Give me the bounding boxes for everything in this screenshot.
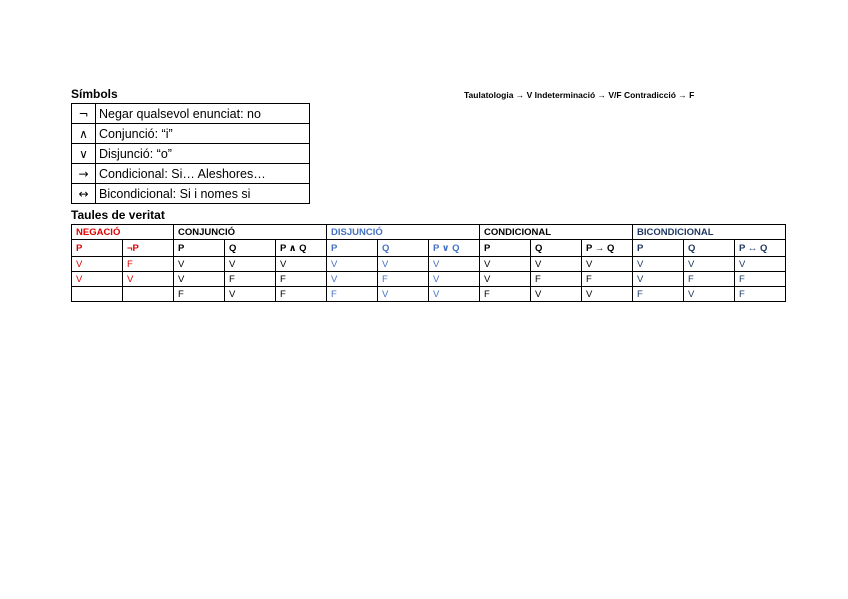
truth-tables-heading: Taules de veritat [71,208,165,222]
disjuncio-title: DISJUNCIÓ [327,225,480,240]
symbol-row [72,104,310,124]
truth-row [72,272,786,287]
bicondicional-cell: F [735,272,786,287]
negacio-cell: F [123,257,174,272]
condicional-cell: V [480,272,531,287]
disjuncio-cell: V [429,257,480,272]
disjuncio-cell: V [378,257,429,272]
bicondicional-cell: V [633,272,684,287]
conjuncio-cell: F [276,272,327,287]
condicional-header: Q [531,240,582,257]
conjuncio-cell: F [225,272,276,287]
conjuncio-title: CONJUNCIÓ [174,225,327,240]
bicondicional-cell: V [735,257,786,272]
bicondicional-cell: F [735,287,786,302]
condicional-cell: F [480,287,531,302]
bicondicional-cell: V [684,257,735,272]
negacio-cell: V [72,272,123,287]
conjuncio-cell: F [174,287,225,302]
condicional-cell: F [582,272,633,287]
section-title-row [72,225,786,240]
conditional-description: Condicional: Si… Aleshores… [96,164,310,184]
bicondicional-cell: V [684,287,735,302]
symbols-heading: Símbols [71,87,118,101]
negacio-cell [72,287,123,302]
bicondicional-header: P [633,240,684,257]
disjuncio-cell: V [327,272,378,287]
conjuncio-cell: V [174,257,225,272]
disjuncio-cell: V [429,287,480,302]
conjuncio-cell: V [174,272,225,287]
disjuncio-header: P [327,240,378,257]
bicondicional-header: P ↔ Q [735,240,786,257]
condicional-header: P [480,240,531,257]
conjuncio-cell: V [276,257,327,272]
negacio-cell: V [123,272,174,287]
disjunction-symbol: ∨ [72,144,96,164]
condicional-cell: V [531,287,582,302]
conjuncio-header: P [174,240,225,257]
truth-row [72,287,786,302]
symbol-row [72,124,310,144]
disjuncio-header: Q [378,240,429,257]
bicondicional-header: Q [684,240,735,257]
conjuncio-cell: F [276,287,327,302]
disjunction-description: Disjunció: “o” [96,144,310,164]
condicional-title: CONDICIONAL [480,225,633,240]
disjuncio-cell: F [327,287,378,302]
disjuncio-cell: V [429,272,480,287]
disjuncio-cell: F [378,272,429,287]
condicional-cell: V [531,257,582,272]
bicondicional-cell: F [684,272,735,287]
negacio-header: ¬P [123,240,174,257]
tautology-summary: Taulatologia → V Indeterminació → V/F Contradicció → F [464,90,695,100]
condicional-cell: V [480,257,531,272]
condicional-cell: V [582,287,633,302]
biconditional-description: Bicondicional: Si i nomes si [96,184,310,204]
negacio-title: NEGACIÓ [72,225,174,240]
disjuncio-header: P ∨ Q [429,240,480,257]
symbol-row [72,184,310,204]
biconditional-symbol: ↔ [72,184,96,204]
symbols-table [71,103,310,204]
disjuncio-cell: V [327,257,378,272]
column-header-row [72,240,786,257]
conjuncio-header: Q [225,240,276,257]
disjuncio-cell: V [378,287,429,302]
negacio-header: P [72,240,123,257]
bicondicional-cell: F [633,287,684,302]
negation-description: Negar qualsevol enunciat: no [96,104,310,124]
conjunction-symbol: ∧ [72,124,96,144]
negation-symbol: ¬ [72,104,96,124]
truth-tables [71,224,786,302]
bicondicional-cell: V [633,257,684,272]
condicional-header: P → Q [582,240,633,257]
conjuncio-cell: V [225,287,276,302]
bicondicional-title: BICONDICIONAL [633,225,786,240]
conjuncio-header: P ∧ Q [276,240,327,257]
conditional-symbol: → [72,164,96,184]
truth-row [72,257,786,272]
condicional-cell: F [531,272,582,287]
negacio-cell: V [72,257,123,272]
symbol-row [72,144,310,164]
conjuncio-cell: V [225,257,276,272]
condicional-cell: V [582,257,633,272]
symbol-row [72,164,310,184]
negacio-cell [123,287,174,302]
conjunction-description: Conjunció: “i” [96,124,310,144]
